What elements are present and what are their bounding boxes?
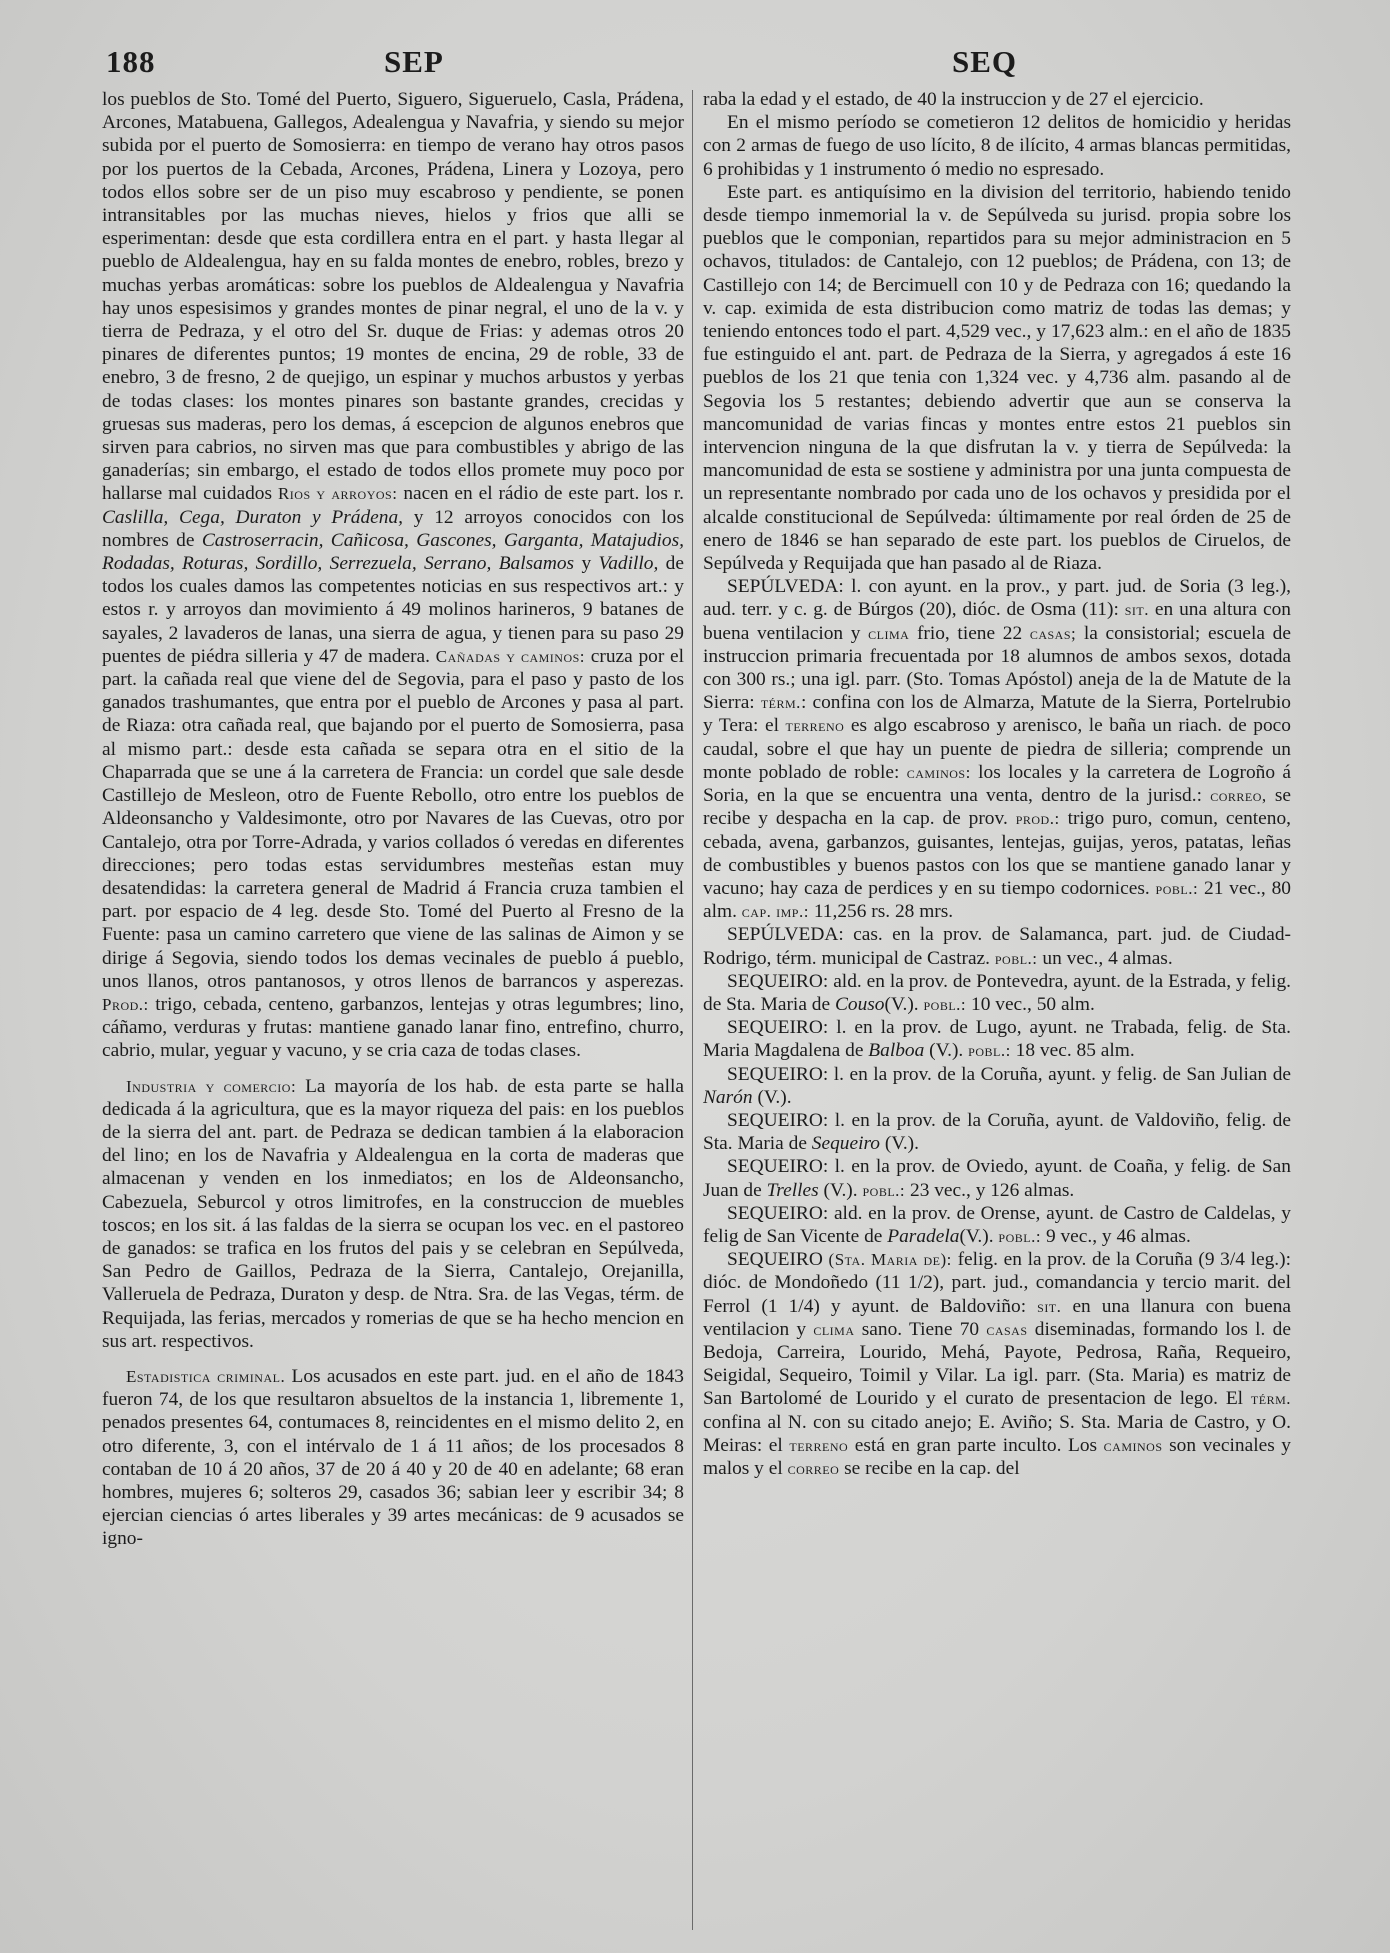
entry-headword: SEQUEIRO: [727,1202,829,1224]
entry-headword: SEQUEIRO: [727,1063,829,1085]
entry-headword: SEQUEIRO: [727,1017,829,1039]
entry-sequeiro-lugo: SEQUEIRO: l. en la prov. de Lugo, ayunt. ne Trabada, felig. de Sta. Maria Magdalena de Balboa (V.). pobl.: 18 vec. 85 alm. [703,1017,1291,1062]
page-header [0,44,1390,90]
section-label-rios: Rios y arroyos: [277,484,398,504]
left-column [102,88,684,1936]
entry-sequeiro-pontevedra: SEQUEIRO: ald. en la prov. de Pontevedra, ayunt. de la Estrada, y felig. de Sta. Maria de Couso(V.). pobl.: 10 vec., 50 alm. [703,970,1291,1015]
right-column [703,88,1291,1936]
section-label-estadistica: Estadistica criminal. [126,1366,286,1386]
paragraph-industria: Industria y comercio: La mayoría de los hab. de esta parte se halla dedicada á la agricultura, que es la mayor riqueza del pais: en los pueblos de la sierra del ant. part. de Pedraza se dedican tambien á la elaboracion del lino; en los de Navafria y Aldealengua en la corta de maderas que almacenan y venden en los inmediatos; en los de Aldeonsancho, Cabezuela, Seburcol y otros limitrofes, en la construccion de muebles toscos; en los sit. á las faldas de la sierra se ocupan los vec. en el pastoreo de ganados: se trafica en los frutos del pais y se celebran en Sepúlveda, San Pedro de Gaillos, Pedraza de la Sierra, Cantalejo, Orejanilla, Valleruela de Pedraza, Duraton y desp. de Ntra. Sra. de las Vegas, térm. de Requijada, las ferias, mercados y romerias de que se ha hecho mencion en sus art. respectivos. [102,1075,684,1352]
entry-sequeiro-orense: SEQUEIRO: ald. en la prov. de Orense, ayunt. de Castro de Caldelas, y felig de San Vicente de Paradela(V.). pobl.: 9 vec., y 46 almas. [703,1202,1291,1247]
paragraph-delitos: En el mismo período se cometieron 12 delitos de homicidio y heridas con 2 armas de fuego de uso lícito, 8 de ilícito, 4 armas blancas permitidas, 6 prohibidas y 1 instrumento ó medio no espresado. [703,112,1291,180]
entry-sepulveda-salamanca: SEPÚLVEDA: cas. en la prov. de Salamanca, part. jud. de Ciudad-Rodrigo, térm. municipal de Castraz. pobl.: un vec., 4 almas. [703,924,1291,969]
entry-sequeiro-oviedo: SEQUEIRO: l. en la prov. de Oviedo, ayunt. de Coaña, y felig. de San Juan de Trelles (V.). pobl.: 23 vec., y 126 almas. [703,1156,1291,1201]
entry-sequeiro-coruna-valdovino: SEQUEIRO: l. en la prov. de la Coruña, ayunt. de Valdoviño, felig. de Sta. Maria de Sequeiro (V.). [703,1109,1291,1155]
page-number: 188 [106,44,156,79]
entry-headword: SEQUEIRO: [727,1109,829,1131]
paragraph-continuation: raba la edad y el estado, de 40 la instruccion y de 27 el ejercicio. [703,89,1204,110]
paragraph-estadistica: Estadistica criminal. Los acusados en este part. jud. en el año de 1843 fueron 74, de los que resultaron absueltos de la instancia 1, libremente 1, penados presentes 64, contumaces 8, reincidentes en el mismo delito 2, en otro diferente, 3, con el intérvalo de 1 á 11 años; de los procesados 8 contaban de 10 á 20 años, 37 de 20 á 40 y 20 de 40 en adelante; 68 eran hombres, mujeres 6; solteros 29, casados 36; sabian leer y escribir 34; 8 ejercian ciencias ó artes liberales y 39 artes mecánicas: de 9 acusados se igno- [102,1365,684,1550]
paragraph-historia: Este part. es antiquísimo en la division del territorio, habiendo tenido desde tiempo inmemorial la v. de Sepúlveda su jurisd. propia sobre los pueblos que le componian, repartidos para su mejor administracion en 5 ochavos, titulados: de Cantalejo, con 12 pueblos; de Prádena, con 13; de Castillejo con 14; de Bercimuell con 10 y de Pedraza con 16; quedando la v. cap. eximida de esta distribucion como matriz de todas las demas; y teniendo entonces todo el part. 4,529 vec., y 17,623 alm.: en el año de 1835 fue estinguido el ant. part. de Pedraza de la Sierra, y agregados á este 16 pueblos de los 21 que tenia con 1,324 vec. y 4,736 alm. pasando al de Segovia los 5 restantes; debiendo advertir que aun se conserva la mancomunidad de varias fincas y montes entre estos 21 pueblos sin intervencion ninguna de la que disfrutan la v. y tierra de Sepúlveda: la mancomunidad de esta se sostiene y administra por una junta compuesta de un representante nombrado por cada uno de los ochavos y presidida por el alcalde constitucional de Sepúlveda: últimamente por real órden de 25 de enero de 1846 se han separado de este part. los pueblos de Ciruelos, de Sepúlveda y Requijada que han pasado al de Riaza. [703,181,1291,575]
entry-sequeiro-sta-maria: SEQUEIRO (Sta. Maria de): felig. en la prov. de la Coruña (9 3/4 leg.): dióc. de Mondoñedo (11 1/2), part. jud., comandancia y tercio marit. del Ferrol (1 1/4) y ayunt. de Baldoviño: sit. en una llanura con buena ventilacion y clima sano. Tiene 70 casas diseminadas, formando los l. de Bedoja, Carreira, Lourido, Mehá, Payote, Pedrosa, Raña, Requeiro, Seigidal, Sequeiro, Toimil y Vilar. La igl. parr. (Sta. Maria) es matriz de San Bartolomé de Lourido y el curato de presentacion de lego. El térm. confina al N. con su citado anejo; E. Aviño; S. Sta. Maria de Castro, y O. Meiras: el terreno está en gran parte inculto. Los caminos son vecinales y malos y el correo se recibe en la cap. del [703,1249,1291,1479]
entry-sequeiro-coruna-naron: SEQUEIRO: l. en la prov. de la Coruña, ayunt. y felig. de San Julian de Narón (V.). [703,1063,1291,1108]
paragraph-terrain: los pueblos de Sto. Tomé del Puerto, Siguero, Sigueruelo, Casla, Prádena, Arcones, Matabuena, Gallegos, Adealengua y Navafria, y siendo su mejor subida por el puerto de Somosierra: en tiempo de verano hay otros pasos por los puertos de la Cebada, Arcones, Prádena, Linera y Lozoya, pero todos ellos sobre ser de un piso muy escabroso y pendiente, se ponen intransitables por las muchas nieves, hielos y frios que alli se esperimentan: desde que esta cordillera entra en el part. y hasta llegar al pueblo de Aldealengua, hay en su falda montes de enebro, robles, brezo y muchas yerbas aromáticas: sobre los pueblos de Aldealengua y Navafria hay unos espesisimos y grandes montes de pinar negral, el uno de la v. y tierra de Pedraza, y el otro del Sr. duque de Frias: y ademas otros 20 pinares de diferentes puntos; 19 montes de encina, 29 de roble, 33 de enebro, 3 de fresno, 2 de quejigo, un espinar y muchos arbustos y yerbas de todas clases: los montes pinares son bastante grandes, crecidas y gruesas sus maderas, pero los demas, á escepcion de algunos enebros que sirven para cabrios, no sirven mas que para combustibles y abrigo de las ganaderías; sin embargo, el estado de todos ellos promete muy poco por hallarse mal cuidados Rios y arroyos: nacen en el rádio de este part. los r. Caslilla, Cega, Duraton y Prádena, y 12 arroyos conocidos con los nombres de Castroserracin, Cañicosa, Gascones, Garganta, Matajudios, Rodadas, Roturas, Sordillo, Serrezuela, Serrano, Balsamos y Vadillo, de todos los cuales damos las competentes noticias en sus respectivos art.: y estos r. y arroyos dan movimiento á 49 molinos harineros, 9 batanes de sayales, 2 lavaderos de lanas, una sierra de agua, y tienen para su paso 29 puentes de piédra silleria y 47 de madera. Cañadas y caminos: cruza por el part. la cañada real que viene del de Segovia, para el paso y pasto de los ganados trashumantes, que entra por el pueblo de Arcones y pasa al part. de Riaza: otra cañada real, que bajando por el puerto de Somosierra, pasa al mismo part.: desde esta cañada se separa otra en el sitio de la Chaparrada que se une á la carretera de Francia: un cordel que sale desde Castillejo de Mesleon, otro de Fuente Rebollo, otro entre los pueblos de Aldeonsancho y Valdesimonte, otro por Navares de las Cuevas, otro por Cantalejo, otra por Torre-Adrada, y varios collados ó veredas en diferentes direcciones; pero todas estas servidumbres mesteñas estan muy desatendidas: la carretera general de Madrid á Francia cruza tambien el part. por espacio de 4 leg. desde Sto. Tomé del Puerto al Fresno de la Fuente: pasa un camino carretero que viene de las salinas de Aimon y se dirige á Segovia, siendo todos los demas vecinales de pueblo á pueblo, unos llanos, otros pantanosos, y otros llenos de barrancos y asperezas. Prod.: trigo, cebada, centeno, garbanzos, lentejas y otras legumbres; lino, cáñamo, verduras y frutas: mantiene ganado lanar fino, entrefino, churro, cabrio, mular, yeguar y vacuno, y se cria caza de todas clases. [102,89,684,1062]
entry-headword: SEQUEIRO: [727,1156,829,1178]
section-label-industria: Industria y comercio: [126,1076,297,1096]
entry-sepulveda-soria: SEPÚLVEDA: l. con ayunt. en la prov., y part. jud. de Soria (3 leg.), aud. terr. y c. g. de Búrgos (20), dióc. de Osma (11): sit. en una altura con buena ventilacion y clima frio, tiene 22 casas; la consistorial; escuela de instruccion primaria frecuentada por 18 alumnos de ambos sexos, dotada con 300 rs.; una igl. parr. (Sto. Tomas Apóstol) aneja de la de Matute de la Sierra: térm.: confina con los de Almarza, Matute de la Sierra, Portelrubio y Tera: el terreno es algo escabroso y arenisco, le baña un riach. de poco caudal, sobre el que hay un puente de piedra de silleria; comprende un monte poblado de roble: caminos: los locales y la carretera de Logroño á Soria, en la que se encuentra una venta, dentro de la jurisd.: correo, se recibe y despacha en la cap. de prov. prod.: trigo puro, comun, centeno, cebada, avena, garbanzos, guisantes, lentejas, guijas, yeros, patatas, leñas de combustibles y buenos pastos con los que se mantiene ganado lanar y vacuno; hay caza de perdices y en su tiempo codornices. pobl.: 21 vec., 80 alm. cap. imp.: 11,256 rs. 28 mrs. [703,576,1291,923]
entry-headword: SEPÚLVEDA: [727,924,844,946]
entry-headword: SEQUEIRO [727,1249,823,1271]
right-running-head: SEQ [952,44,1018,79]
section-label-canadas: Cañadas y caminos: [435,646,586,666]
column-divider [692,90,693,1930]
entry-headword: SEQUEIRO: [727,970,829,992]
left-running-head: SEP [384,44,444,79]
section-label-prod: Prod.: [102,994,149,1014]
entry-headword: SEPÚLVEDA: [727,576,844,598]
